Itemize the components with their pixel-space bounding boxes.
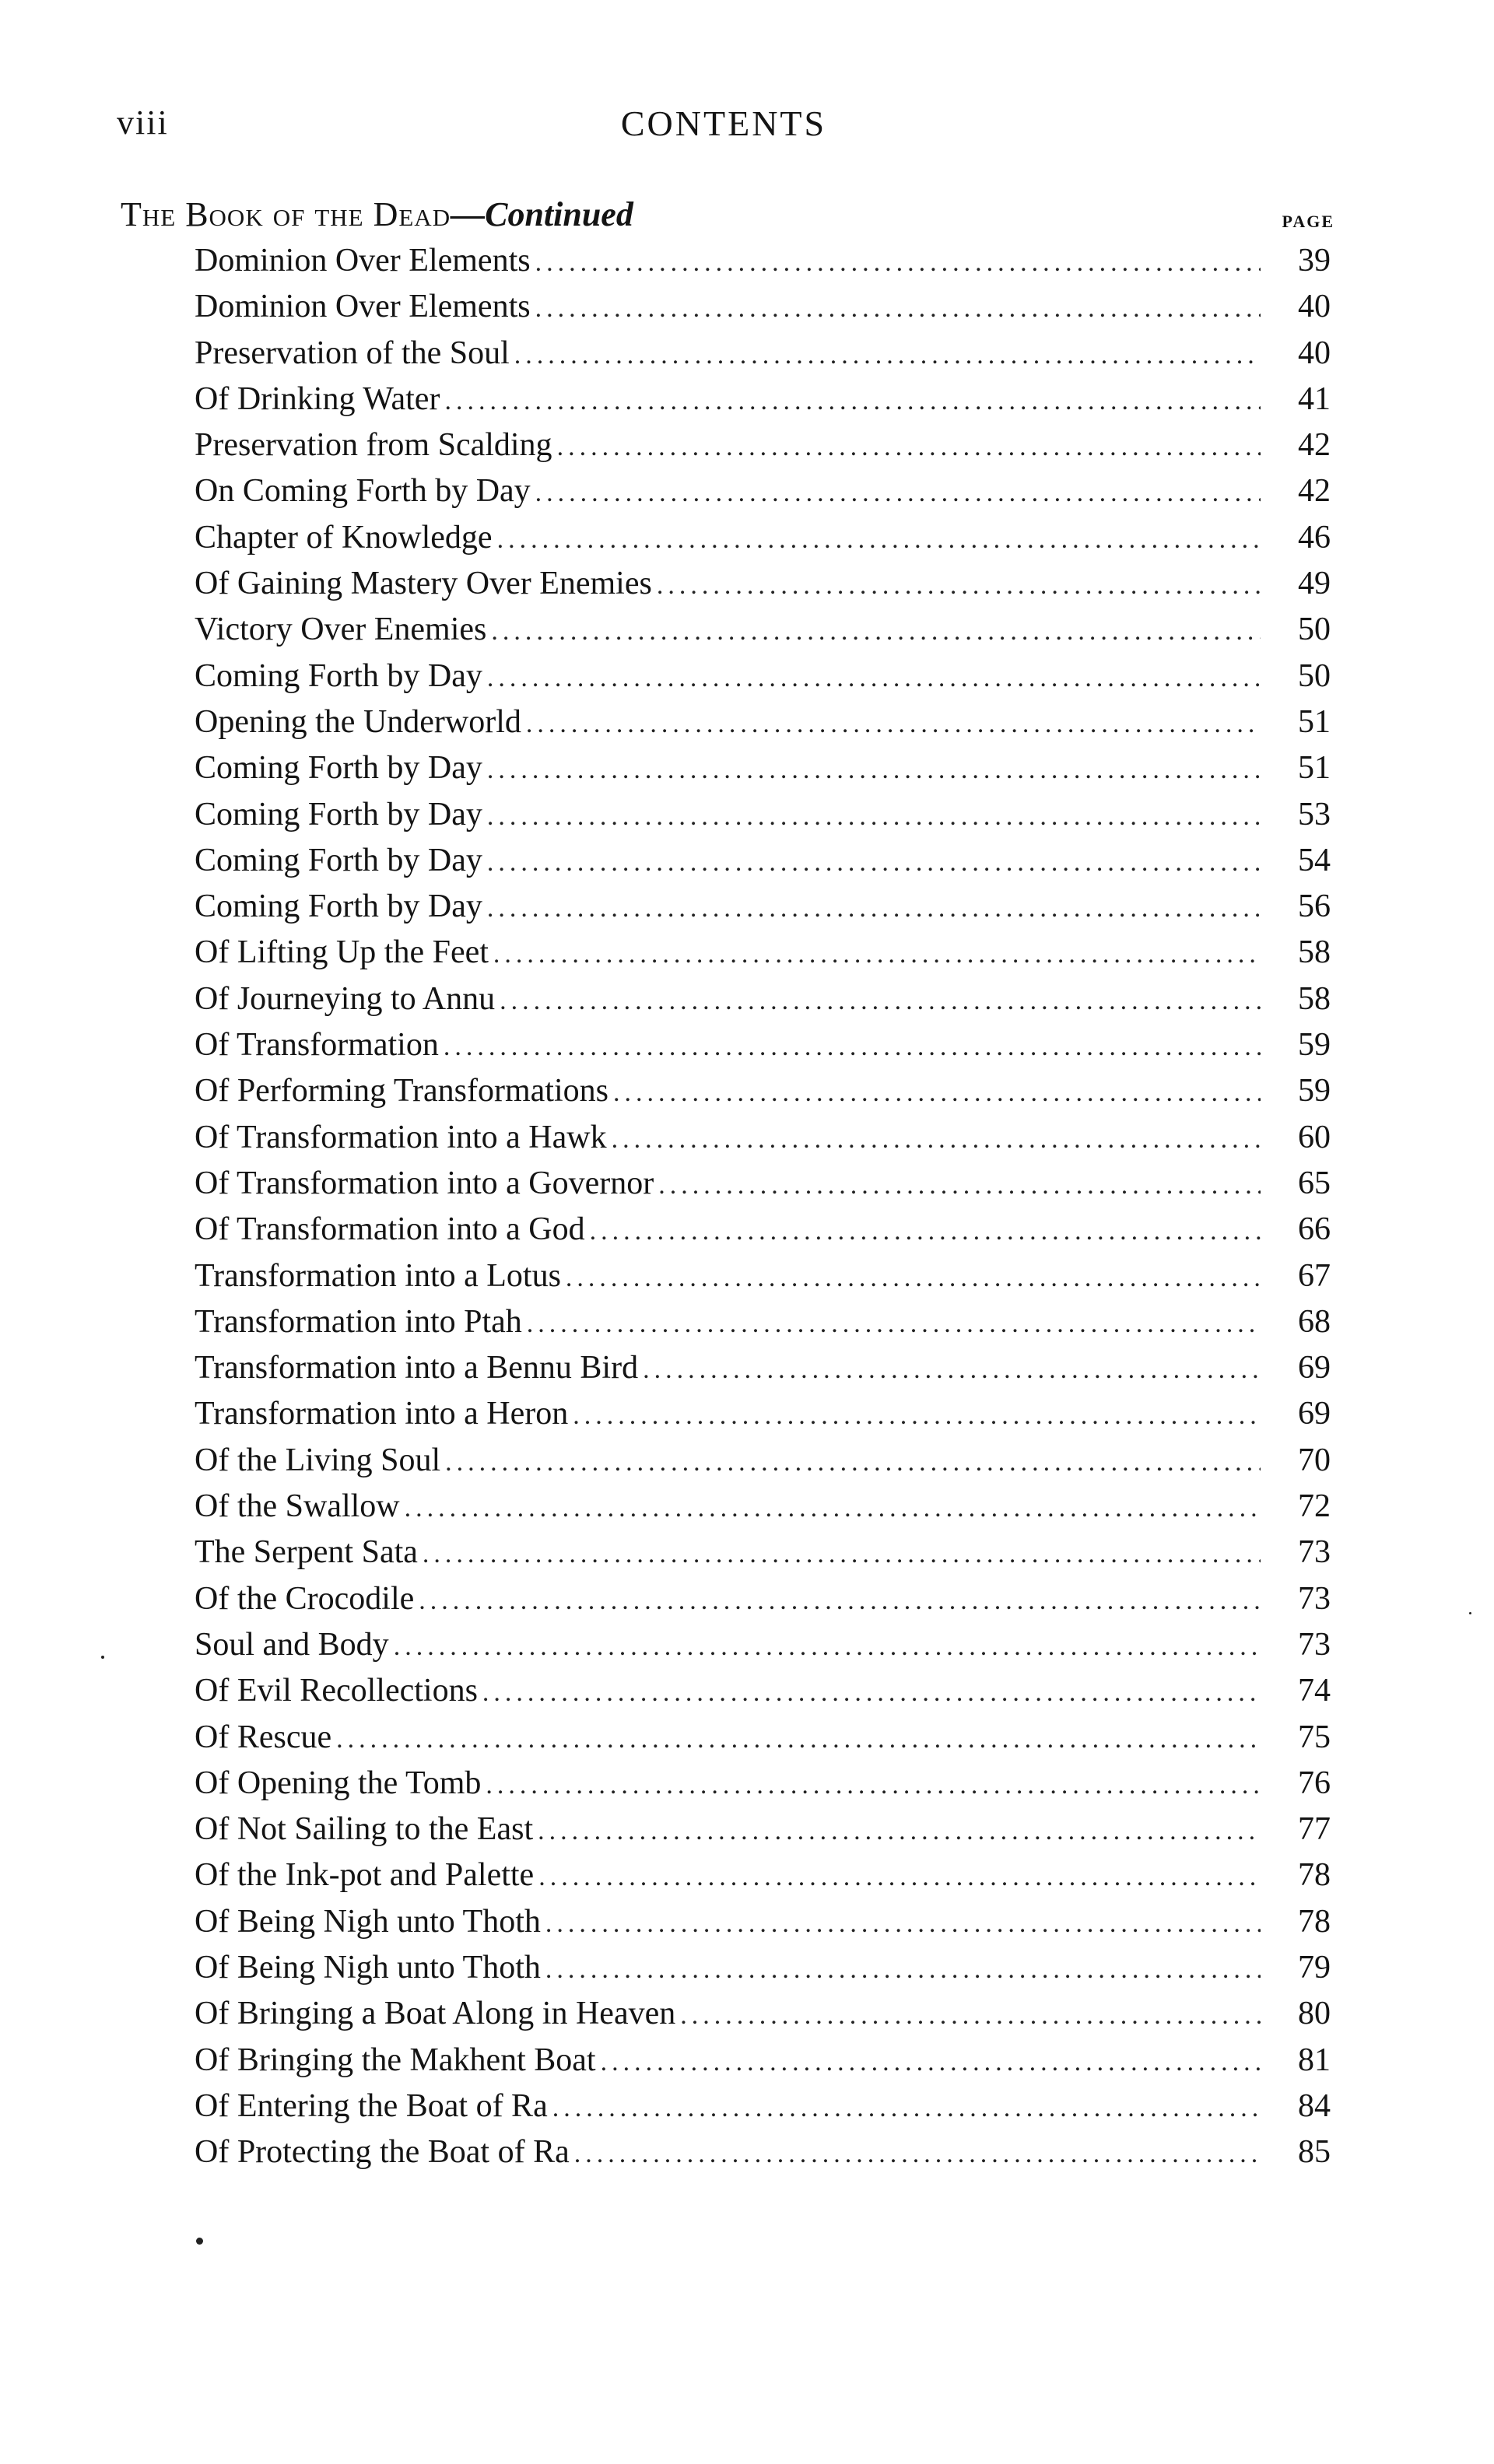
toc-entry-title: Of Opening the Tomb <box>195 1765 482 1801</box>
toc-entry <box>195 284 1331 330</box>
toc-entry <box>195 2129 1331 2175</box>
folio-number: viii <box>117 103 169 142</box>
toc-entry <box>195 1391 1331 1437</box>
toc-entry-page: 56 <box>1298 889 1331 925</box>
toc-entry-title: Of Drinking Water <box>195 380 440 417</box>
toc-entry <box>195 654 1331 699</box>
toc-entry-page: 70 <box>1298 1442 1331 1478</box>
toc-entry-title: Of Journeying to Annu <box>195 980 496 1017</box>
toc-entry-title: Coming Forth by Day <box>195 657 482 694</box>
toc-entry-title: Dominion Over Elements <box>195 289 531 325</box>
toc-entry-title: Of Performing Transformations <box>195 1073 608 1109</box>
toc-entry <box>195 838 1331 884</box>
toc-entry <box>195 1622 1331 1668</box>
toc-entry-page: 54 <box>1298 842 1331 878</box>
print-speck <box>196 2238 203 2245</box>
toc-entry <box>195 468 1331 514</box>
toc-entry-title: Of Transformation into a Hawk <box>195 1119 607 1155</box>
toc-entry-title: Soul and Body <box>195 1626 389 1663</box>
dot-leader <box>643 1347 1261 1393</box>
toc-entry-title: Coming Forth by Day <box>195 842 482 878</box>
toc-entry <box>195 976 1331 1022</box>
toc-entry-page: 51 <box>1298 750 1331 787</box>
toc-entry <box>195 331 1331 377</box>
toc-entry-title: Coming Forth by Day <box>195 889 482 925</box>
dot-leader <box>497 517 1261 563</box>
toc-entry-title: On Coming Forth by Day <box>195 473 531 510</box>
dot-leader <box>444 1024 1261 1070</box>
toc-entry-title: Coming Forth by Day <box>195 796 482 832</box>
toc-entry-page: 58 <box>1298 934 1331 971</box>
dot-leader <box>487 839 1261 885</box>
print-speck <box>1469 1612 1471 1614</box>
toc-entry-title: Of Transformation into a Governor <box>195 1165 654 1201</box>
toc-entry-title: Of Not Sailing to the East <box>195 1811 534 1848</box>
toc-entry-title: Of Being Nigh unto Thoth <box>195 1949 541 1986</box>
dot-leader <box>574 2131 1261 2177</box>
toc-entry-title: Of Evil Recollections <box>195 1673 478 1709</box>
toc-entry <box>195 1991 1331 2037</box>
dot-leader <box>573 1393 1261 1439</box>
toc-entry-title: Of Protecting the Boat of Ra <box>195 2134 570 2171</box>
toc-entry <box>195 1161 1331 1207</box>
toc-entry-page: 69 <box>1298 1350 1331 1386</box>
dot-leader <box>487 655 1261 701</box>
toc-entry-page: 77 <box>1298 1811 1331 1848</box>
toc-entry-title: Transformation into a Lotus <box>195 1257 561 1294</box>
toc-entry-page: 58 <box>1298 980 1331 1017</box>
toc-entry-page: 53 <box>1298 796 1331 832</box>
toc-entry-title: Of Entering the Boat of Ra <box>195 2087 548 2124</box>
toc-entry <box>195 930 1331 976</box>
toc-entry <box>195 1345 1331 1391</box>
toc-entry-title: Victory Over Enemies <box>195 612 487 648</box>
toc-entry <box>195 1807 1331 1852</box>
toc-entry <box>195 1899 1331 1945</box>
toc-entry <box>195 1022 1331 1068</box>
print-speck <box>101 1656 104 1659</box>
toc-entry-page: 42 <box>1298 473 1331 510</box>
toc-entry-title: Of Bringing a Boat Along in Heaven <box>195 1996 676 2032</box>
toc-entry <box>195 1484 1331 1530</box>
toc-entry-title: Of Rescue <box>195 1719 332 1755</box>
toc-entry-page: 76 <box>1298 1765 1331 1801</box>
dot-leader <box>526 701 1261 747</box>
toc-entry <box>195 422 1331 468</box>
toc-entry <box>195 1761 1331 1807</box>
dot-leader <box>336 1716 1261 1762</box>
dot-leader <box>491 608 1261 654</box>
toc-entry-title: Of the Crocodile <box>195 1580 415 1617</box>
toc-entry-page: 81 <box>1298 2042 1331 2078</box>
toc-entry-title: Chapter of Knowledge <box>195 519 493 556</box>
toc-entry-title: Opening the Underworld <box>195 703 521 740</box>
dot-leader <box>680 1993 1261 2038</box>
dot-leader <box>590 1208 1261 1254</box>
toc-entry-page: 50 <box>1298 612 1331 648</box>
toc-entry-title: Of the Living Soul <box>195 1442 441 1478</box>
dot-leader <box>493 931 1261 977</box>
toc-entry <box>195 377 1331 422</box>
dot-leader <box>545 1901 1261 1947</box>
toc-entry-page: 74 <box>1298 1673 1331 1709</box>
toc-entry <box>195 2038 1331 2084</box>
toc-entry-page: 73 <box>1298 1534 1331 1571</box>
toc-entry <box>195 745 1331 791</box>
toc-entry <box>195 1207 1331 1253</box>
toc-entry <box>195 1668 1331 1714</box>
dot-leader <box>601 2039 1261 2085</box>
dot-leader <box>444 378 1261 424</box>
dot-leader <box>657 563 1261 608</box>
continued-label: —Continued <box>451 195 633 233</box>
toc-entry <box>195 607 1331 653</box>
toc-entry-page: 85 <box>1298 2134 1331 2171</box>
toc-entry <box>195 1715 1331 1761</box>
toc-entry-title: Preservation from Scalding <box>195 427 552 464</box>
running-title: CONTENTS <box>620 103 827 143</box>
toc-entry-page: 66 <box>1298 1211 1331 1248</box>
toc-entry-title: Dominion Over Elements <box>195 243 531 279</box>
toc-entry <box>195 1068 1331 1114</box>
toc-entry-page: 40 <box>1298 335 1331 371</box>
dot-leader <box>527 1301 1261 1347</box>
toc-entry-page: 75 <box>1298 1719 1331 1755</box>
toc-entry-page: 80 <box>1298 1996 1331 2032</box>
toc-entry <box>195 1438 1331 1484</box>
toc-entry-title: Of Lifting Up the Feet <box>195 934 489 971</box>
toc-entry-page: 69 <box>1298 1396 1331 1432</box>
toc-entry-page: 78 <box>1298 1903 1331 1940</box>
toc-entry-page: 50 <box>1298 657 1331 694</box>
toc-entry-page: 79 <box>1298 1949 1331 1986</box>
toc-entry-title: The Serpent Sata <box>195 1534 418 1571</box>
dot-leader <box>535 470 1261 516</box>
dot-leader <box>419 1578 1261 1624</box>
toc-entry <box>195 884 1331 930</box>
toc-entry-title: Transformation into a Heron <box>195 1396 569 1432</box>
toc-entry-page: 78 <box>1298 1857 1331 1894</box>
toc-entry-page: 68 <box>1298 1303 1331 1340</box>
toc-entry-title: Of Being Nigh unto Thoth <box>195 1903 541 1940</box>
dot-leader <box>613 1070 1261 1116</box>
toc-entry-page: 59 <box>1298 1073 1331 1109</box>
table-of-contents <box>195 238 1331 2175</box>
dot-leader <box>535 286 1261 331</box>
section-title-text: The Book of the Dead <box>121 195 451 233</box>
dot-leader <box>500 978 1261 1024</box>
toc-entry-page: 46 <box>1298 519 1331 556</box>
dot-leader <box>557 424 1261 470</box>
toc-entry <box>195 1852 1331 1898</box>
toc-entry-title: Of the Ink-pot and Palette <box>195 1857 535 1894</box>
toc-entry-page: 65 <box>1298 1165 1331 1201</box>
section-heading <box>121 195 1334 241</box>
toc-entry <box>195 1530 1331 1575</box>
toc-entry-page: 73 <box>1298 1580 1331 1617</box>
toc-entry-page: 67 <box>1298 1257 1331 1294</box>
toc-entry <box>195 1576 1331 1622</box>
toc-entry <box>195 1299 1331 1345</box>
toc-entry-title: Of Gaining Mastery Over Enemies <box>195 566 652 602</box>
dot-leader <box>535 240 1261 286</box>
toc-entry <box>195 1115 1331 1161</box>
dot-leader <box>423 1531 1261 1577</box>
toc-entry <box>195 699 1331 745</box>
toc-entry-page: 51 <box>1298 703 1331 740</box>
toc-entry <box>195 792 1331 838</box>
toc-entry-title: Of Bringing the Makhent Boat <box>195 2042 596 2078</box>
toc-entry-title: Transformation into Ptah <box>195 1303 522 1340</box>
toc-entry-page: 73 <box>1298 1626 1331 1663</box>
dot-leader <box>487 747 1261 793</box>
dot-leader <box>487 794 1261 839</box>
dot-leader <box>545 1947 1261 1993</box>
toc-entry-title: Of Transformation <box>195 1027 439 1064</box>
section-title <box>121 195 633 234</box>
toc-entry <box>195 1253 1331 1299</box>
toc-entry-page: 41 <box>1298 380 1331 417</box>
toc-entry-page: 72 <box>1298 1488 1331 1525</box>
dot-leader <box>552 2085 1261 2131</box>
toc-entry <box>195 2084 1331 2129</box>
dot-leader <box>514 332 1261 378</box>
page-header <box>117 103 1331 149</box>
toc-entry-page: 42 <box>1298 427 1331 464</box>
dot-leader <box>538 1808 1261 1854</box>
toc-entry-page: 60 <box>1298 1119 1331 1155</box>
dot-leader <box>487 885 1261 931</box>
dot-leader <box>445 1439 1261 1485</box>
toc-entry <box>195 1945 1331 1991</box>
dot-leader <box>538 1854 1261 1900</box>
page-column-label: PAGE <box>1282 212 1334 231</box>
toc-entry-page: 59 <box>1298 1027 1331 1064</box>
dot-leader <box>566 1255 1261 1301</box>
dot-leader <box>658 1162 1261 1208</box>
dot-leader <box>486 1762 1261 1808</box>
toc-entry <box>195 515 1331 561</box>
toc-entry-page: 40 <box>1298 289 1331 325</box>
toc-entry-title: Transformation into a Bennu Bird <box>195 1350 639 1386</box>
toc-entry-title: Of Transformation into a God <box>195 1211 585 1248</box>
toc-entry <box>195 238 1331 284</box>
dot-leader <box>405 1485 1261 1531</box>
dot-leader <box>612 1116 1261 1162</box>
toc-entry-title: Preservation of the Soul <box>195 335 510 371</box>
toc-entry-page: 84 <box>1298 2087 1331 2124</box>
toc-entry-title: Of the Swallow <box>195 1488 400 1525</box>
dot-leader <box>482 1670 1261 1716</box>
toc-entry-title: Coming Forth by Day <box>195 750 482 787</box>
dot-leader <box>394 1624 1261 1670</box>
toc-entry-page: 49 <box>1298 566 1331 602</box>
toc-entry <box>195 561 1331 607</box>
toc-entry-page: 39 <box>1298 243 1331 279</box>
